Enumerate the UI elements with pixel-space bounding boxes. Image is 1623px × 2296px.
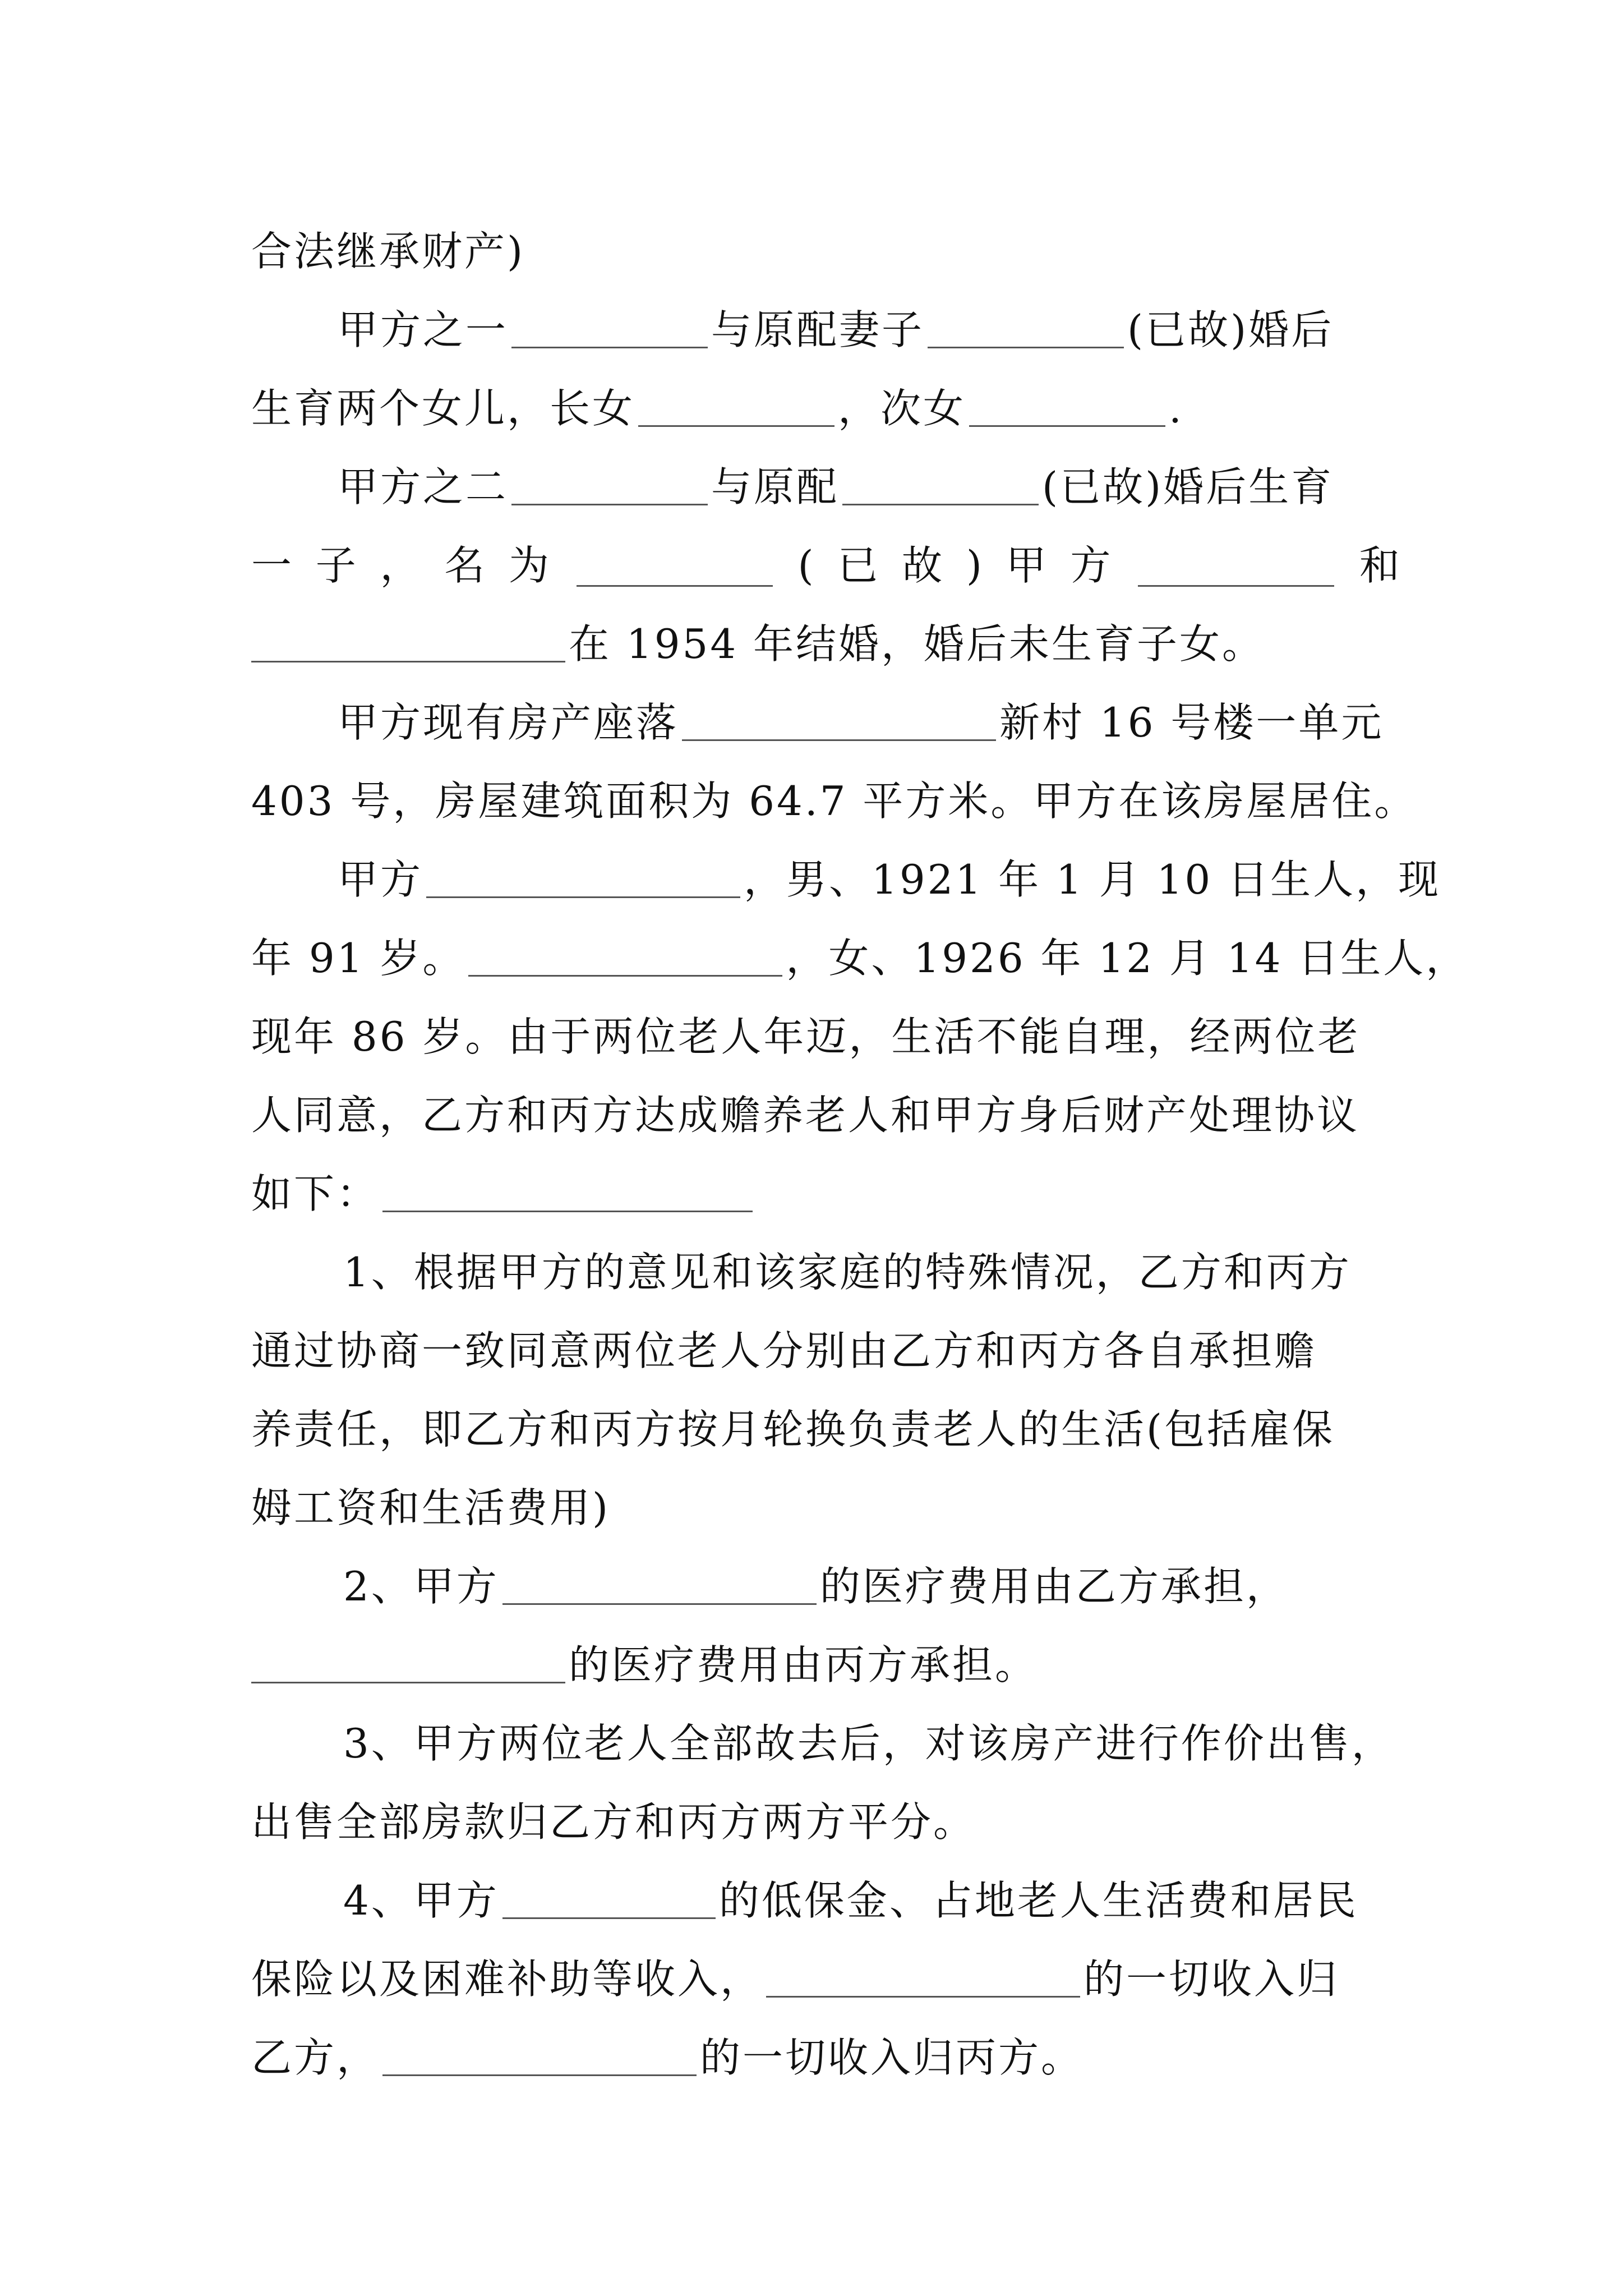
- text: 故: [902, 542, 945, 589]
- text: 方: [1070, 542, 1113, 589]
- blank-field[interactable]: [382, 1170, 753, 1212]
- blank-field[interactable]: [468, 935, 782, 977]
- blank-field[interactable]: [511, 463, 708, 505]
- blank-field[interactable]: [251, 620, 565, 662]
- text: 现年 86 岁。由于两位老人年迈，生活不能自理，经两位老: [251, 1013, 1361, 1060]
- text: 如下：: [251, 1170, 380, 1217]
- blank-field[interactable]: [766, 1955, 1080, 1998]
- blank-field[interactable]: [251, 1641, 565, 1683]
- document-body: [251, 212, 1469, 2097]
- text: 甲方之二: [338, 463, 509, 510]
- text-line: [251, 1626, 1402, 1704]
- text-line: [251, 448, 1402, 526]
- blank-field[interactable]: [511, 306, 708, 348]
- text: 4、甲方: [343, 1877, 499, 1924]
- text-line: [251, 997, 1402, 1076]
- text: 1、根据甲方的意见和该家庭的特殊情况，乙方和丙方: [343, 1249, 1352, 1296]
- text-line: [251, 1704, 1402, 1783]
- text: 3、甲方两位老人全部故去后，对该房产进行作价出售，: [343, 1720, 1394, 1767]
- blank-field[interactable]: [969, 385, 1165, 427]
- text-line: [251, 291, 1402, 369]
- blank-field[interactable]: [638, 385, 834, 427]
- text: 生育两个女儿，长女: [251, 385, 635, 432]
- text: 姆工资和生活费用): [251, 1484, 611, 1531]
- text-line: [251, 369, 1402, 448]
- text: ，女、1926 年 12 月 14 日生人，: [786, 935, 1469, 982]
- blank-field[interactable]: [382, 2034, 697, 2076]
- text: .: [1169, 385, 1184, 432]
- justified-line: [251, 526, 1402, 605]
- text: 403 号，房屋建筑面积为 64.7 平方米。甲方在该房屋居住。: [251, 777, 1417, 825]
- text: 的一切收入归: [1083, 1955, 1340, 2003]
- text-line: [251, 1861, 1402, 1940]
- text: (: [797, 542, 816, 589]
- text: ): [966, 542, 984, 589]
- text: 通过协商一致同意两位老人分别由乙方和丙方各自承担赡: [251, 1327, 1317, 1374]
- text: 人同意，乙方和丙方达成赡养老人和甲方身后财产处理协议: [251, 1092, 1360, 1139]
- text-line: [251, 1547, 1402, 1626]
- text: 的医疗费用由丙方承担。: [569, 1641, 1038, 1688]
- text: 子: [315, 542, 358, 589]
- text-line: [251, 1312, 1402, 1390]
- text-line: [251, 1940, 1402, 2018]
- text: 名: [444, 542, 487, 589]
- text: 保险以及困难补助等收入，: [251, 1955, 763, 2003]
- text: (已故)婚后生育: [1042, 463, 1334, 510]
- text-line: [251, 1390, 1402, 1469]
- text: 合法继承财产): [251, 228, 525, 275]
- text: 与原配: [711, 463, 840, 510]
- text: ，: [380, 542, 423, 589]
- text: 甲: [1006, 542, 1049, 589]
- text: 在 1954 年结婚，婚后未生育子女。: [569, 620, 1265, 668]
- text-line: [251, 1076, 1402, 1154]
- text-line: [251, 605, 1402, 683]
- text: ，次女: [838, 385, 966, 432]
- text-line: [251, 1154, 1402, 1233]
- text-line: [251, 212, 1402, 291]
- text: 出售全部房款归乙方和丙方两方平分。: [251, 1798, 976, 1846]
- text-line: [251, 2018, 1402, 2097]
- text: 与原配妻子: [711, 306, 925, 353]
- text: 年 91 岁。: [251, 935, 465, 982]
- text: 甲方之一: [338, 306, 509, 353]
- blank-field[interactable]: [682, 699, 996, 741]
- blank-field[interactable]: [502, 1563, 817, 1605]
- blank-field[interactable]: [1138, 545, 1334, 587]
- text: 乙方，: [251, 2034, 380, 2081]
- text: 的医疗费用由乙方承担，: [819, 1563, 1289, 1610]
- blank-field[interactable]: [426, 856, 740, 898]
- text: 新村 16 号楼一单元: [999, 699, 1384, 746]
- text-line: [251, 1783, 1402, 1861]
- text-line: [251, 919, 1469, 997]
- blank-field[interactable]: [502, 1877, 716, 1919]
- text: 和: [1359, 542, 1402, 589]
- text: 已: [837, 542, 880, 589]
- text-line: [251, 840, 1441, 919]
- blank-field[interactable]: [842, 463, 1039, 505]
- text-line: [251, 1469, 1402, 1547]
- text-line: [251, 1233, 1402, 1312]
- text: 的一切收入归丙方。: [700, 2034, 1084, 2081]
- text: 为: [509, 542, 552, 589]
- text: 甲方: [338, 856, 423, 903]
- blank-field[interactable]: [928, 306, 1124, 348]
- text-line: [251, 762, 1417, 840]
- text: ，男、1921 年 1 月 10 日生人，现: [744, 856, 1441, 903]
- text: 的低保金、占地老人生活费和居民: [718, 1877, 1358, 1924]
- text-line: [251, 683, 1402, 762]
- text: 养责任，即乙方和丙方按月轮换负责老人的生活(包括雇保: [251, 1406, 1335, 1453]
- text: 甲方现有房产座落: [338, 699, 679, 746]
- text: (已故)婚后: [1127, 306, 1334, 353]
- text: 一: [251, 542, 294, 589]
- text: 2、甲方: [343, 1563, 499, 1610]
- blank-field[interactable]: [577, 545, 773, 587]
